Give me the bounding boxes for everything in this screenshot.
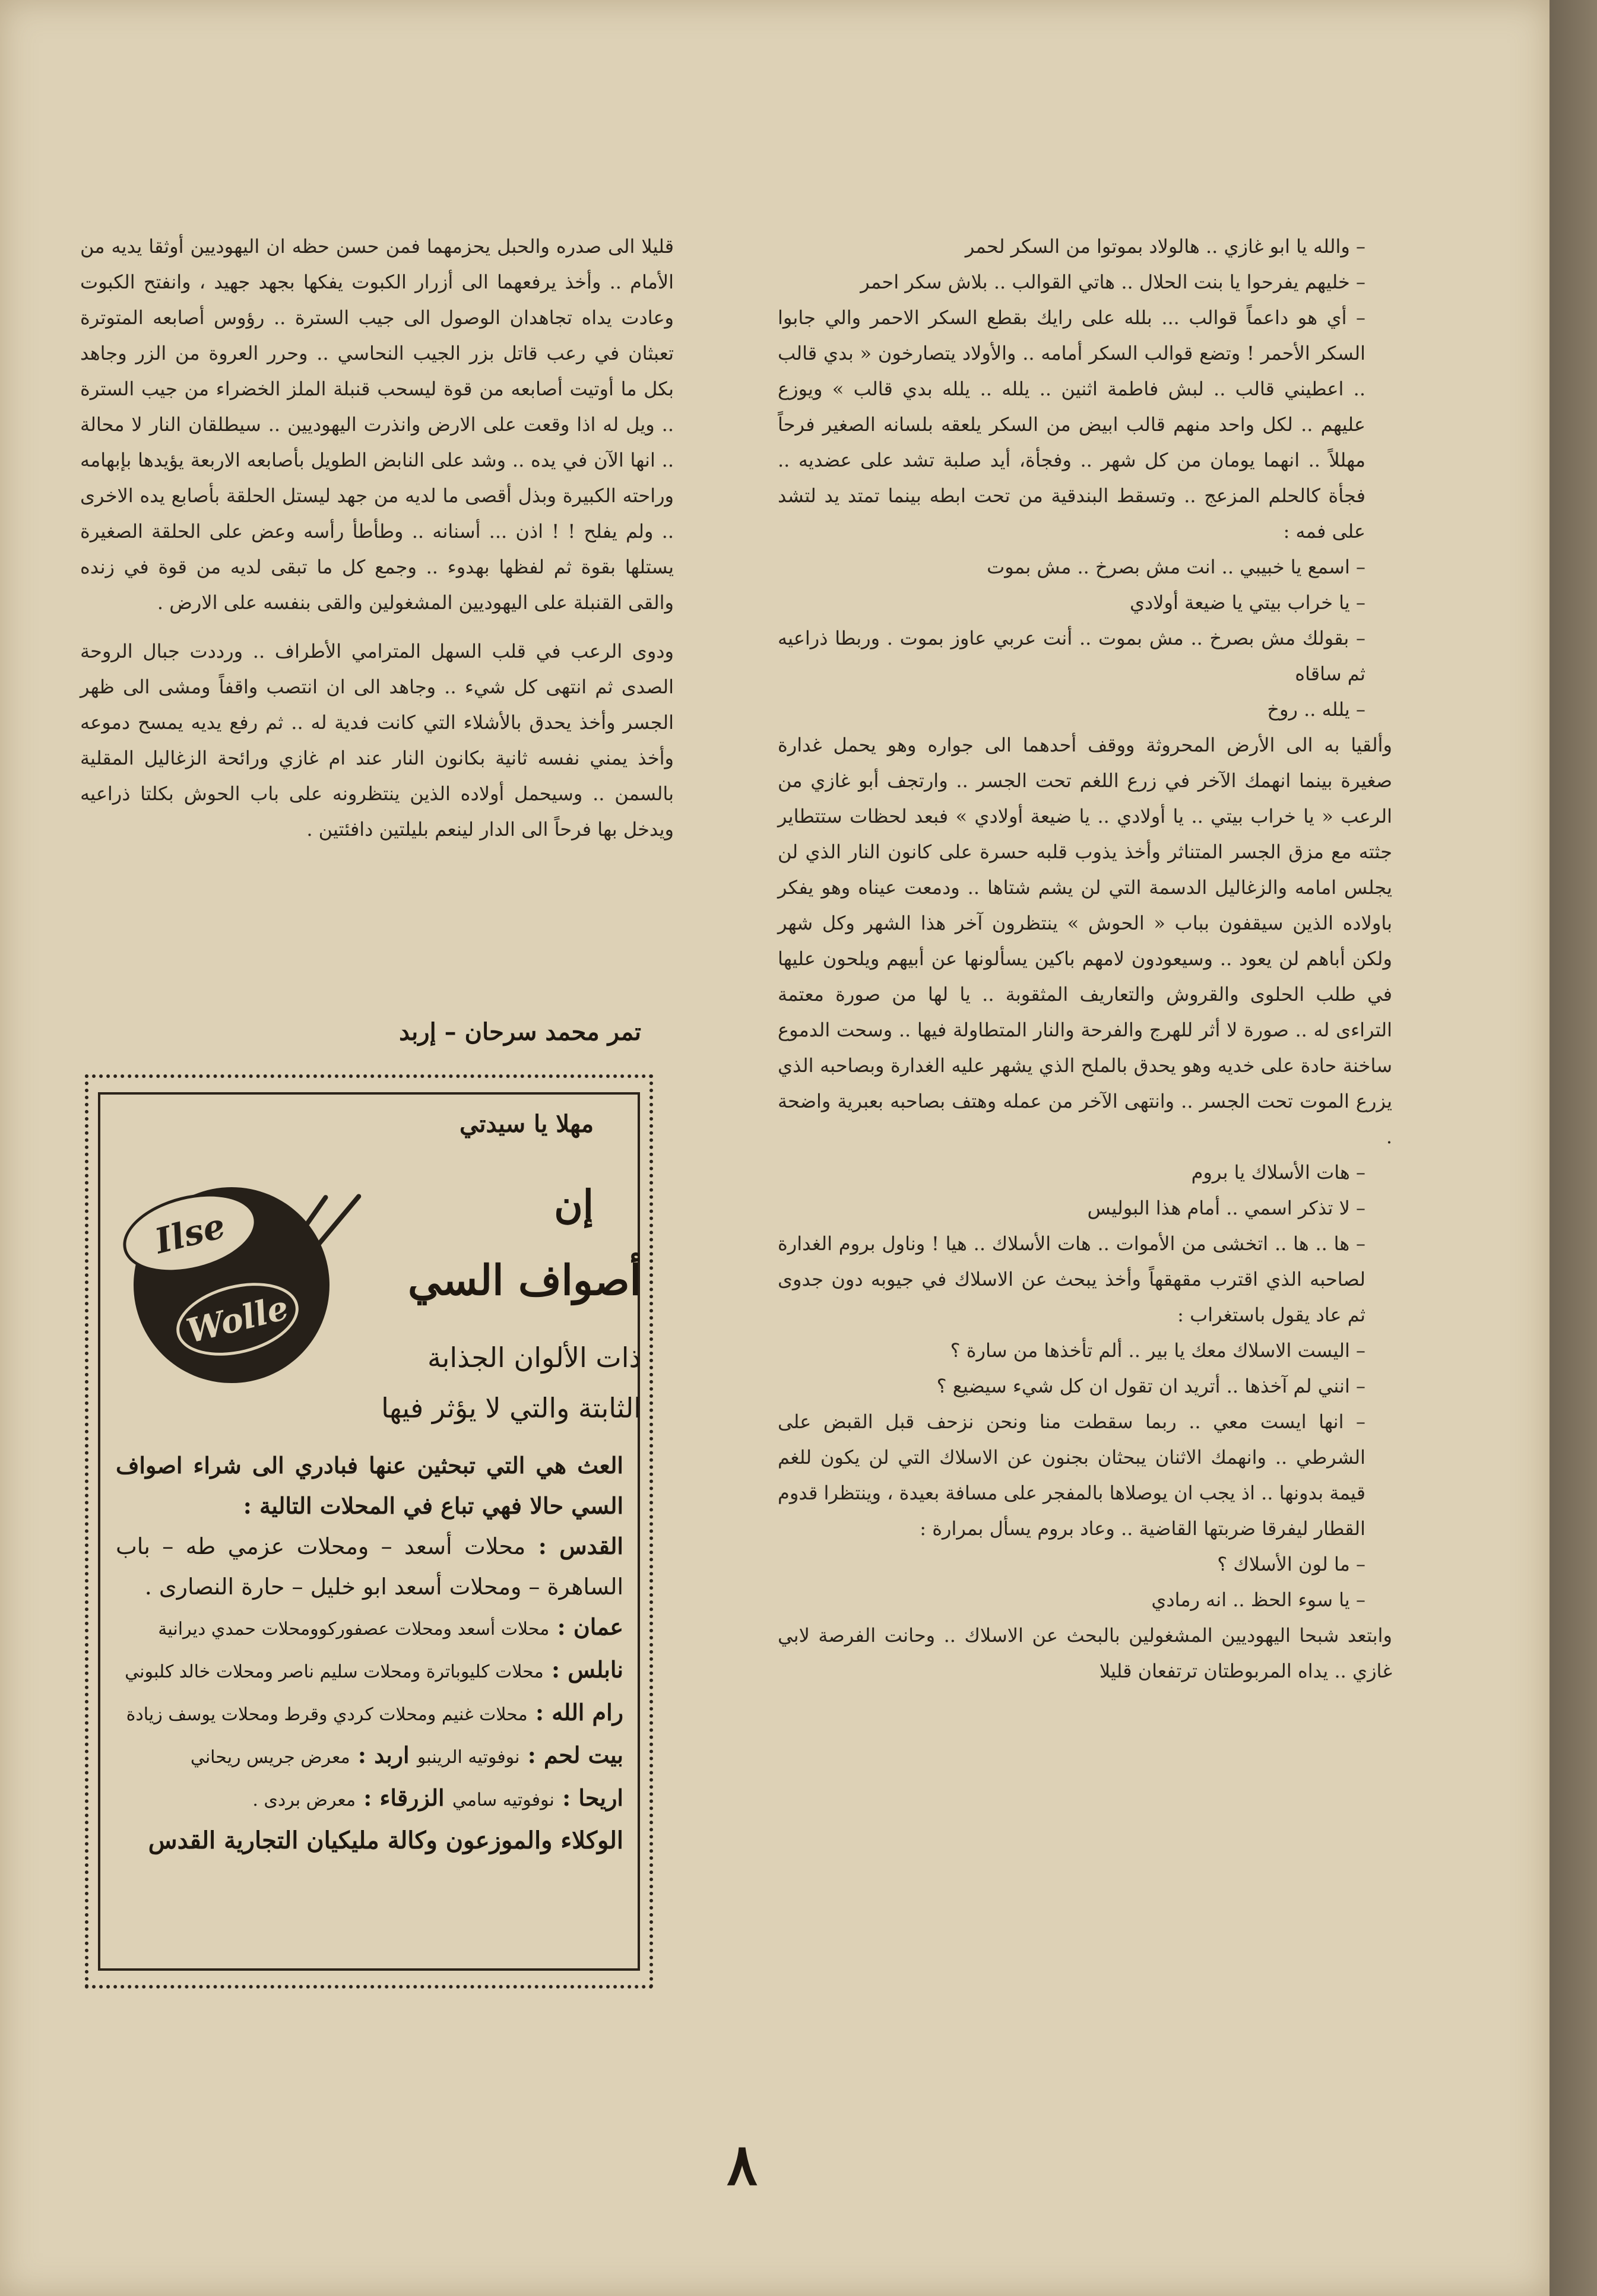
story-paragraph: – ما لون الأسلاك ؟ <box>1217 1553 1365 1575</box>
page-number: ٨ <box>727 2131 758 2198</box>
story-paragraph: – يا خراب بيتي يا ضيعة أولادي <box>1130 591 1365 614</box>
story-left-column <box>80 229 674 847</box>
story-paragraph: – بقولك مش بصرخ .. مش بموت .. أنت عربي عاوز بموت . وربطا ذراعيه ثم ساقاه <box>778 627 1365 685</box>
story-paragraph: – هات الأسلاك يا بروم <box>1191 1161 1365 1184</box>
ad-store-ramallah <box>116 1692 623 1735</box>
ad-city-nablus: نابلس : <box>551 1656 623 1683</box>
story-paragraph: – يا سوء الحظ .. انه رمادي <box>1151 1588 1365 1611</box>
ad-store-jericho-zarqa <box>116 1778 623 1821</box>
logo-badge-wolle: Wolle <box>169 1271 306 1367</box>
ad-inn: إن <box>554 1181 594 1228</box>
ad-stores-jericho: نوفوتيه سامي <box>452 1790 554 1810</box>
ad-subtitle-fast: الثابتة والتي لا يؤثر فيها <box>381 1392 641 1424</box>
ad-store-amman <box>116 1607 623 1650</box>
story-paragraph: وألقيا به الى الأرض المحروثة ووقف أحدهما الى جواره وهو يحمل غدارة صغيرة بينما انهمك الآخر في زرع اللغم تحت الجسر .. وارتجف أبو غازي من الرعب « يا خراب بيتي .. يا أولادي .. يا ضيعة أولادي » فبعد لحظات ستتطاير جثته مع مزق الجسر المتناثر وأخذ يذوب قلبه حسرة على كانون النار الذي لن يجلس امامه والزغاليل الدسمة التي لن يشم شتاها .. ودمعت عيناه وهو يفكر باولاده الذين سيقفون بباب « الحوش » ينتظرون آخر هذا الشهر وكل شهر ولكن أباهم لن يعود .. وسيعودون لامهم باكين يسألونها عن أبيهم ويلحون عليها في طلب الحلوى والقروش والتعاريف المثقوبة .. يا لها من صورة معتمة التراءى له .. صورة لا أثر للهرج والفرحة والنار المتطاولة فيها .. وسحت الدموع ساخنة حادة على خديه وهو يحدق بالملح الذي يشهر عليه الغدارة وبصاحبه الذي يزرع الموت تحت الجسر .. وانتهى الآخر من عمله وهتف بصاحبه بعبرية واضحة . <box>778 734 1392 1148</box>
ad-intro: العث هي التي تبحثين عنها فبادري الى شراء اصواف السي حالا فهي تباع في المحلات التالية : <box>116 1452 623 1519</box>
ad-stores-bethlehem: نوفوتيه الرينبو <box>417 1747 520 1768</box>
ad-store-nablus <box>116 1650 623 1692</box>
ad-brand-name: أصواف السي <box>408 1255 641 1305</box>
ad-stores-zarqa: معرض بردى . <box>252 1790 356 1810</box>
story-paragraph: – لا تذكر اسمي .. أمام هذا البوليس <box>1087 1197 1365 1219</box>
story-paragraph: ودوى الرعب في قلب السهل المترامي الأطراف .. ورددت جبال الروحة الصدى ثم انتهى كل شيء .. وجاهد الى ان انتصب واقفاً ومشى الى ظهر الجسر وأخذ يحدق بالأشلاء التي كانت فدية له .. ثم رفع يديه يمسح دموعه وأخذ يمني نفسه ثانية بكانون النار عند ام غازي ورائحة الزغاليل المقلية بالسمن .. وسيحمل أولاده الذين ينتظرونه على باب الحوش بكلتا ذراعيه ويدخل بها فرحاً الى الدار لينعم بليلتين دافئتين . <box>80 640 674 841</box>
ad-subtitle-colors: ذات الألوان الجذابة <box>427 1342 641 1374</box>
story-right-column <box>778 229 1392 1689</box>
story-paragraph: – ها .. ها .. اتخشى من الأموات .. هات الأسلاك .. هيا ! وناول بروم الغدارة لصاحبه الذي اقترب مقهقهاً وأخذ يبحث عن الاسلاك في جيوبه دون جدوى ثم عاد يقول باستغراب : <box>778 1232 1365 1326</box>
ad-stores-ramallah: محلات غنيم ومحلات كردي وقرط ومحلات يوسف زيادة <box>126 1704 528 1725</box>
story-paragraph: – خليهم يفرحوا يا بنت الحلال .. هاتي القوالب .. بلاش سكر احمر <box>860 271 1365 293</box>
ad-city-irbid: اربد : <box>357 1742 410 1768</box>
story-paragraph: – يلله .. روخ <box>1267 698 1365 721</box>
logo-badge-ilse: Ilse <box>115 1181 265 1286</box>
story-paragraph: – انها ايست معي .. ربما سقطت منا ونحن نزحف قبل القبض على الشرطي .. وانهمك الاثنان يبحثان بجنون عن الاسلاك التي لن يكون للغم قيمة بدونها .. اذ يجب ان يوصلاها بالمفجر على مسافة بعيدة ، وينتظرا قدوم القطار ليفرقا ضربتها القاضية .. وعاد بروم يسأل بمرارة : <box>778 1410 1365 1540</box>
story-paragraph: – انني لم آخذها .. أتريد ان تقول ان كل شيء سيضيع ؟ <box>936 1375 1365 1397</box>
ad-stores-quds: محلات أسعد – ومحلات عزمي طه – باب الساهرة – ومحلات أسعد ابو خليل – حارة النصارى . <box>116 1533 623 1600</box>
ad-body <box>116 1445 623 1861</box>
story-paragraph: – اليست الاسلاك معك يا بير .. ألم تأخذها من سارة ؟ <box>950 1339 1365 1362</box>
ad-city-jericho: اريحا : <box>562 1784 623 1811</box>
ad-greeting: مهلا يا سيدتي <box>460 1110 594 1138</box>
author-signature: تمر محمد سرحان – إربد <box>399 1018 641 1046</box>
ad-stores-amman: محلات أسعد ومحلات عصفوركوومحلات حمدي ديرانية <box>158 1619 550 1639</box>
ad-store-quds <box>116 1526 623 1607</box>
ad-stores-nablus: محلات كليوباترة ومحلات سليم ناصر ومحلات خالد كلبوني <box>125 1661 544 1682</box>
story-paragraph: قليلا الى صدره والحبل يحزمهما فمن حسن حظه ان اليهوديين أوثقا يديه من الأمام .. وأخذ يرفعهما الى أزرار الكبوت يفكها بجهد جهيد ، وانفتح الكبوت وعادت يداه تجاهدان الوصول الى جيب السترة .. رؤوس أصابعه المتوترة تعبثان في رعب قاتل بزر الجيب النحاسي .. وحرر العروة من الزر وجاهد بكل ما أوتيت أصابعه من قوة ليسحب قنبلة الملز الخضراء من جيب السترة .. ويل له اذا وقعت على الارض وانذرت اليهوديين .. سيطلقان النار لا محالة .. انها الآن في يده .. وشد على النابض الطويل بأصابعه الاربعة يؤيدها بإبهامه وراحته الكبيرة وبذل أقصى ما لديه من جهد ليستل الحلقة بأصابع يده الاخرى .. ولم يفلح ! ! اذن ... أسنانه .. وطأطأ رأسه وعض على الحلقة الصغيرة يستلها بقوة ثم لفظها بهدوء .. وجمع كل ما تبقى لديه من قوة في زنده والقى القنبلة على اليهوديين المشغولين والقى بنفسه على الارض . <box>80 235 674 614</box>
ad-store-bethlehem-irbid <box>116 1735 623 1778</box>
ad-city-quds: القدس : <box>538 1533 623 1559</box>
ad-stores-irbid: معرض جريس ريحاني <box>190 1747 350 1768</box>
story-paragraph: – اسمع يا خبيبي .. انت مش بصرخ .. مش بموت <box>987 556 1365 578</box>
ad-city-ramallah: رام الله : <box>535 1699 623 1726</box>
story-paragraph: – أي هو داعماً قوالب ... بلله على رايك بقطع السكر الاحمر والي جابوا السكر الأحمر ! وتضع قوالب السكر أمامه .. والأولاد يتصارخون « بدي قالب .. اعطيني قالب .. لبش فاطمة اثنين .. يلله .. يلله بدي قالب » ويوزع عليهم .. لكل واحد منهم قالب ابيض من السكر يلعقه بلسانه الصغير فرحاً مهللاً .. انهما يومان من كل شهر .. وفجأة، أيد صلبة تشد على عضديه .. فجأة كالحلم المزعج .. وتسقط البندقية من تحت ابطه بينما تمتد يد لتشد على فمه : <box>778 306 1365 543</box>
story-paragraph: وابتعد شبحا اليهوديين المشغولين بالبحث عن الاسلاك .. وحانت الفرصة لابي غازي .. يداه المربوطتان ترتفعان قليلا <box>778 1624 1392 1682</box>
story-paragraph: – والله يا ابو غازي .. هالولاد بموتوا من السكر لحمر <box>965 235 1365 258</box>
ad-city-zarqa: الزرقاء : <box>363 1784 445 1811</box>
page-edge <box>1550 0 1597 2296</box>
ad-city-amman: عمان : <box>557 1613 623 1640</box>
ad-distributor: الوكلاء والموزعون وكالة مليكيان التجارية القدس <box>148 1826 623 1854</box>
ad-city-bethlehem: بيت لحم : <box>527 1742 623 1768</box>
